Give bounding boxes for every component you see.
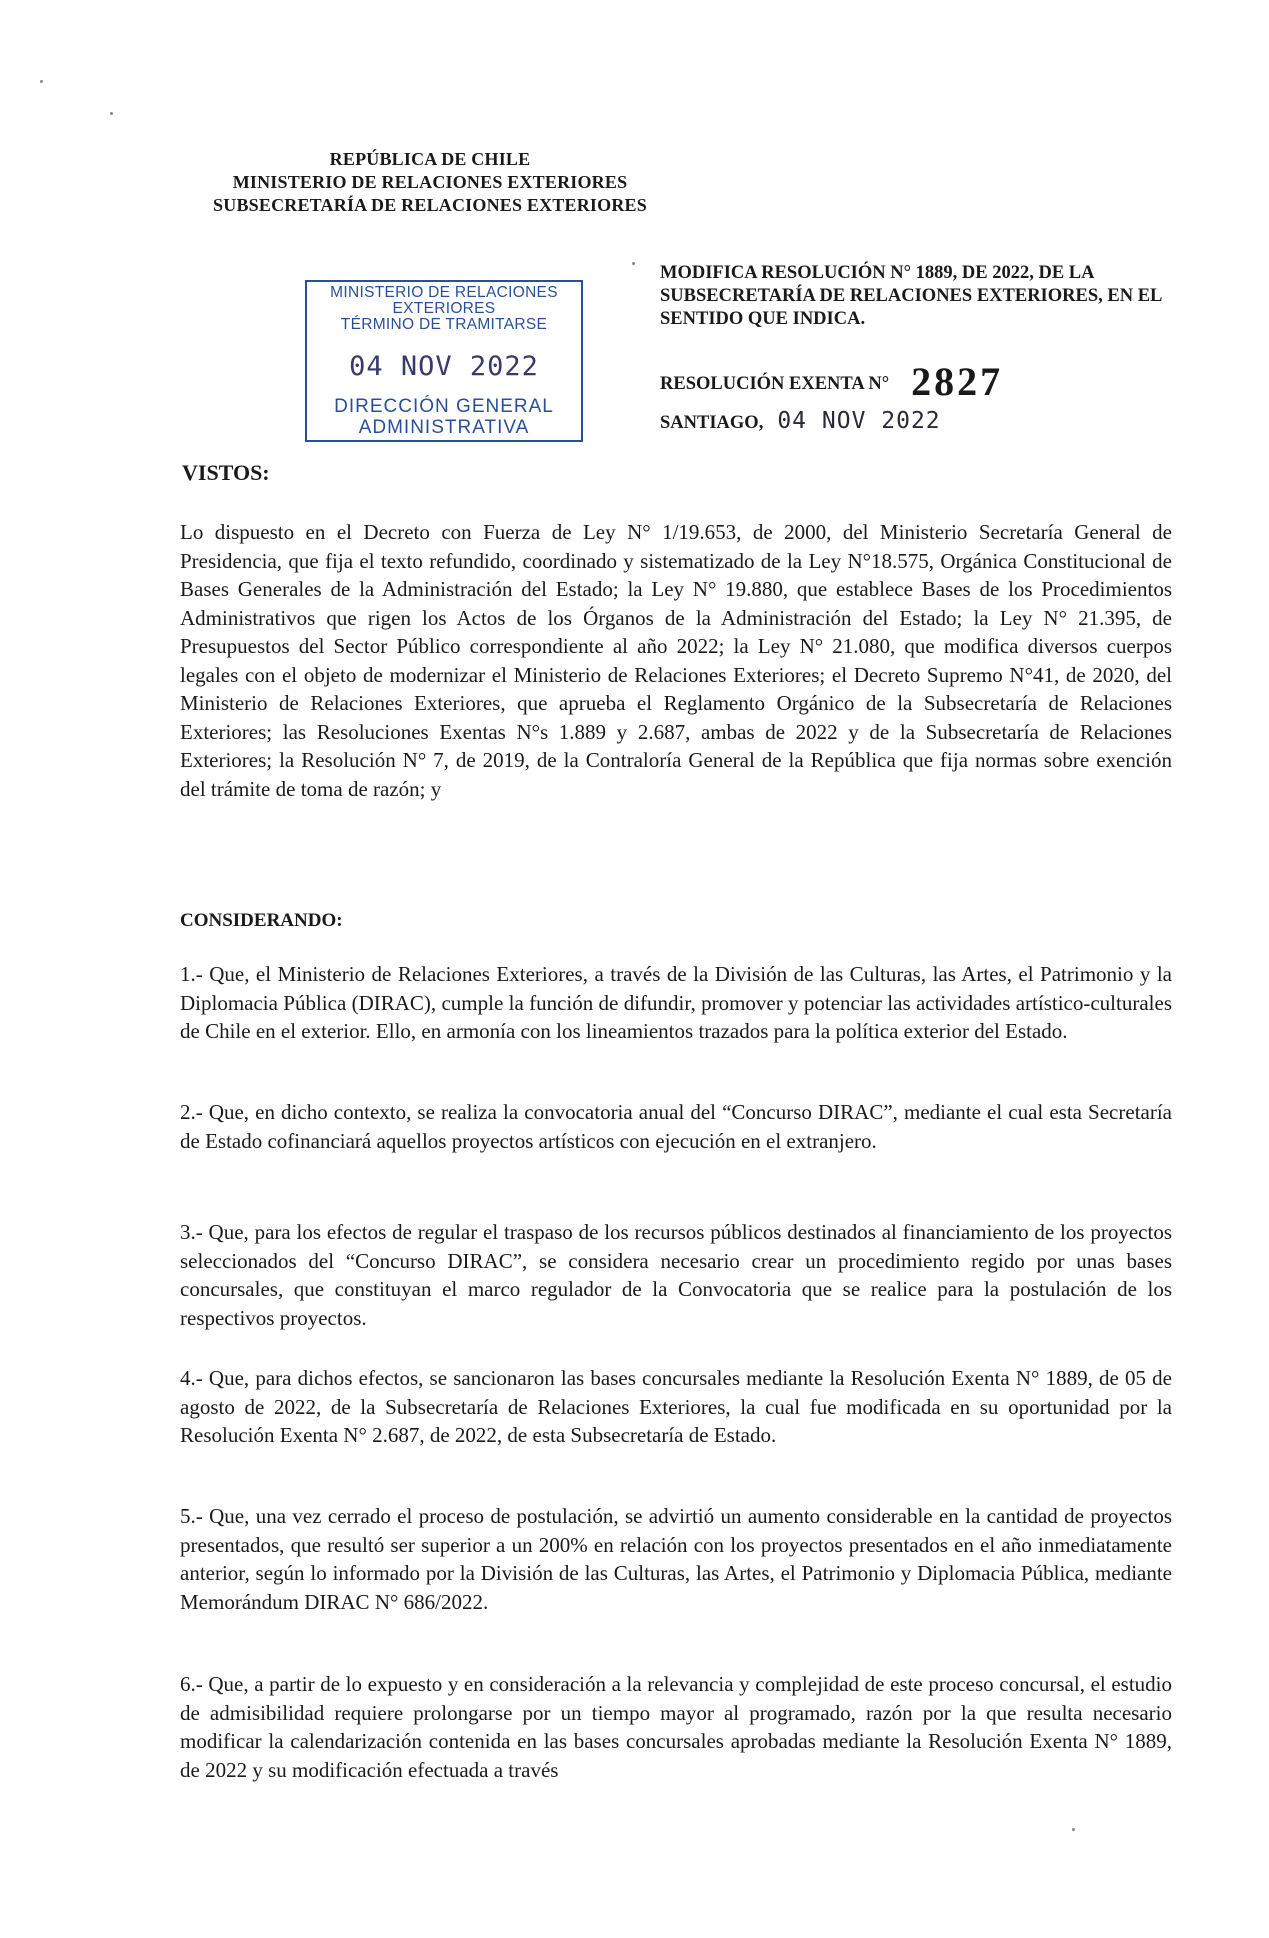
letterhead-country: REPÚBLICA DE CHILE xyxy=(329,149,531,169)
scan-speck xyxy=(1072,1828,1075,1831)
stamp-direccion: DIRECCIÓN GENERAL xyxy=(334,396,554,417)
stamp-status: TÉRMINO DE TRAMITARSE xyxy=(340,316,548,333)
stamp-ministry: MINISTERIO DE RELACIONES xyxy=(330,284,558,301)
place-label: SANTIAGO, xyxy=(660,413,764,433)
scan-speck xyxy=(40,80,43,83)
letterhead-ministry: MINISTERIO DE RELACIONES EXTERIORES xyxy=(232,172,628,192)
considerando-item-5: 5.- Que, una vez cerrado el proceso de postulación, se advirtió un aumento considerable en la cantidad de proyectos presentados, que resultó ser superior a un 200% en relación con los proyectos presentados en el año inmediatamente anterior, según lo informado por la División de las Culturas, las Artes, el Patrimonio y Diplomacia Pública, mediante Memorándum DIRAC N° 686/2022. xyxy=(180,1504,1172,1614)
resolution-number xyxy=(660,352,1004,404)
reception-stamp xyxy=(305,280,583,442)
considerando-item-6: 6.- Que, a partir de lo expuesto y en consideración a la relevancia y complejidad de este proceso concursal, el estudio de admisibilidad requiere prolongarse por un tiempo mayor al programado, razón por la que resulta necesario modificar la calendarización contenida en las bases concursales aprobadas mediante la Resolución Exenta N° 1889, de 2022 y su modificación efectuada a través xyxy=(180,1672,1172,1782)
scan-speck xyxy=(632,262,635,265)
place-date-stamp: 04 NOV 2022 xyxy=(777,408,941,434)
letterhead-subsecretaria: SUBSECRETARÍA DE RELACIONES EXTERIORES xyxy=(213,195,647,215)
considerando-item-2: 2.- Que, en dicho contexto, se realiza la convocatoria anual del “Concurso DIRAC”, mediante el cual esta Secretaría de Estado cofinanciará aquellos proyectos artísticos con ejecución en el extranjero. xyxy=(180,1100,1172,1153)
document-title: MODIFICA RESOLUCIÓN N° 1889, DE 2022, DE LA SUBSECRETARÍA DE RELACIONES EXTERIORES, EN EL SENTIDO QUE INDICA. xyxy=(660,263,1162,329)
scan-speck xyxy=(110,112,113,115)
resolution-label: RESOLUCIÓN EXENTA N° xyxy=(660,374,890,394)
stamp-administrativa: ADMINISTRATIVA xyxy=(358,417,530,438)
stamp-exteriores: EXTERIORES xyxy=(392,300,496,317)
letterhead xyxy=(170,148,690,217)
vistos-paragraph: Lo dispuesto en el Decreto con Fuerza de Ley N° 1/19.653, de 2000, del Ministerio Secretaría General de Presidencia, que fija el texto refundido, coordinado y sistematizado de la Ley N°18.575, Orgánica Constitucional de Bases Generales de la Administración del Estado; la Ley N° 19.880, que establece Bases de los Procedimientos Administrativos que rigen los Actos de los Órganos de la Administración del Estado; la Ley N° 21.395, de Presupuestos del Sector Público correspondiente al año 2022; la Ley N° 21.080, que modifica diversos cuerpos legales con el objeto de modernizar el Ministerio de Relaciones Exteriores; el Decreto Supremo N°41, de 2020, del Ministerio de Relaciones Exteriores, que aprueba el Reglamento Orgánico de la Subsecretaría de Relaciones Exteriores; las Resoluciones Exentas N°s 1.889 y 2.687, ambas de 2022 y de la Subsecretaría de Relaciones Exteriores; la Resolución N° 7, de 2019, de la Contraloría General de la República que fija normas sobre exención del trámite de toma de razón; y xyxy=(180,520,1172,801)
place-date xyxy=(660,408,941,434)
vistos-heading: VISTOS: xyxy=(182,460,270,485)
considerando-item-3: 3.- Que, para los efectos de regular el traspaso de los recursos públicos destinados al financiamiento de los proyectos seleccionados del “Concurso DIRAC”, se considera necesario crear un procedimiento regido por unas bases concursales, que constituyan el marco regulador de la Convocatoria que se realice para la postulación de los respectivos proyectos. xyxy=(180,1220,1172,1330)
considerando-item-4: 4.- Que, para dichos efectos, se sancionaron las bases concursales mediante la Resolución Exenta N° 1889, de 05 de agosto de 2022, de la Subsecretaría de Relaciones Exteriores, la cual fue modificada en su oportunidad por la Resolución Exenta N° 2.687, de 2022, de esta Subsecretaría de Estado. xyxy=(180,1366,1172,1447)
considerando-heading: CONSIDERANDO: xyxy=(180,910,343,931)
stamp-date: 04 NOV 2022 xyxy=(349,351,539,382)
resolution-value: 2827 xyxy=(911,359,1004,404)
considerando-item-1: 1.- Que, el Ministerio de Relaciones Exteriores, a través de la División de las Culturas, las Artes, el Patrimonio y la Diplomacia Pública (DIRAC), cumple la función de difundir, promover y potenciar las actividades artístico-culturales de Chile en el exterior. Ello, en armonía con los lineamientos trazados para la política exterior del Estado. xyxy=(180,962,1172,1043)
